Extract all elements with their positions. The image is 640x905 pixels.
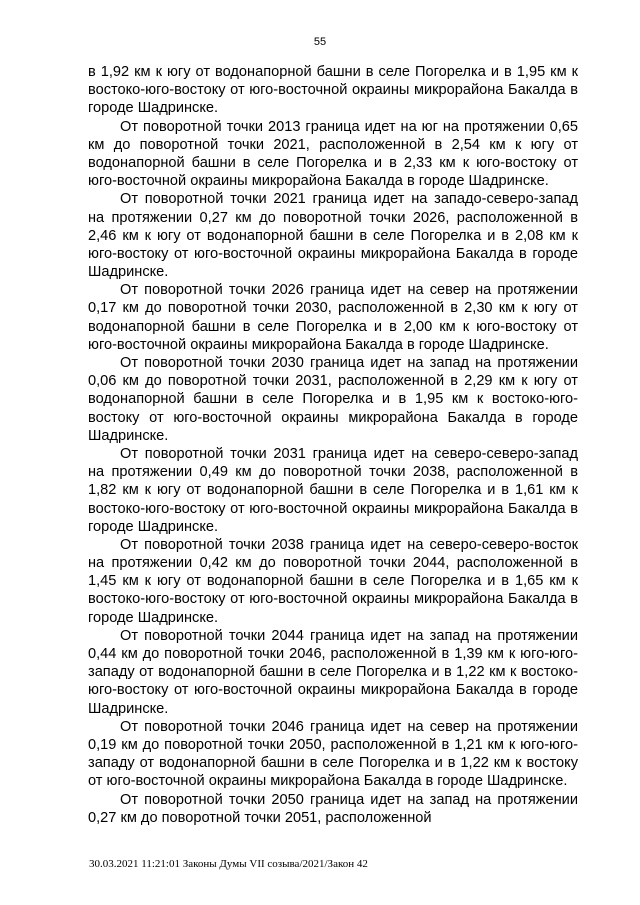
- paragraph: в 1,92 км к югу от водонапорной башни в селе Погорелка и в 1,95 км к востоко-юго-востоку от юго-восточной окраины микрорайона Бакалда в городе Шадринске.: [88, 64, 578, 117]
- paragraph: От поворотной точки 2031 граница идет на северо-северо-запад на протяжении 0,49 км до поворотной точки 2038, расположенной в 1,82 км к югу от водонапорной башни в селе Погорелка и в 1,61 км к востоко-юго-востоку от юго-восточной окраины микрорайона Бакалда в городе Шадринске.: [88, 445, 578, 535]
- paragraph: От поворотной точки 2026 граница идет на север на протяжении 0,17 км до поворотной точки 2030, расположенной в 2,30 км к югу от водонапорной башни в селе Погорелка и в 2,00 км к юго-востоку от юго-восточной окраины микрорайона Бакалда в городе Шадринске.: [88, 282, 578, 353]
- paragraph: От поворотной точки 2050 граница идет на запад на протяжении 0,27 км до поворотной точки 2051, расположенной: [88, 791, 578, 826]
- document-body: [88, 63, 578, 827]
- paragraph: От поворотной точки 2046 граница идет на север на протяжении 0,19 км до поворотной точки 2050, расположенной в 1,21 км к юго-юго-западу от водонапорной башни в селе Погорелка и в 1,22 км к востоку от юго-восточной окраины микрорайона Бакалда в городе Шадринске.: [88, 718, 578, 790]
- page-number: 55: [313, 36, 327, 48]
- paragraph: От поворотной точки 2038 граница идет на северо-северо-восток на протяжении 0,42 км до поворотной точки 2044, расположенной в 1,45 км к югу от водонапорной башни в селе Погорелка и в 1,65 км к востоко-юго-востоку от юго-восточной окраины микрорайона Бакалда в городе Шадринске.: [88, 536, 578, 626]
- paragraph: От поворотной точки 2044 граница идет на запад на протяжении 0,44 км до поворотной точки 2046, расположенной в 1,39 км к юго-юго-западу от водонапорной башни в селе Погорелка и в 1,22 км к востоко-юго-востоку от юго-восточной окраины микрорайона Бакалда в городе Шадринске.: [88, 627, 578, 717]
- footer-stamp: 30.03.2021 11:21:01 Законы Думы VII созыва/2021/Закон 42: [89, 858, 368, 870]
- paragraph: От поворотной точки 2030 граница идет на запад на протяжении 0,06 км до поворотной точки 2031, расположенной в 2,29 км к югу от водонапорной башни в селе Погорелка и в 1,95 км к востоко-юго-востоку от юго-восточной окраины микрорайона Бакалда в городе Шадринске.: [88, 355, 578, 444]
- paragraph: От поворотной точки 2013 граница идет на юг на протяжении 0,65 км до поворотной точки 2021, расположенной в 2,54 км к югу от водонапорной башни в селе Погорелка и в 2,33 км к юго-востоку от юго-восточной окраины микрорайона Бакалда в городе Шадринске.: [88, 118, 578, 190]
- paragraph: От поворотной точки 2021 граница идет на западо-северо-запад на протяжении 0,27 км до поворотной точки 2026, расположенной в 2,46 км к югу от водонапорной башни в селе Погорелка и в 2,08 км к юго-востоку от юго-восточной окраины микрорайона Бакалда в городе Шадринске.: [88, 191, 578, 281]
